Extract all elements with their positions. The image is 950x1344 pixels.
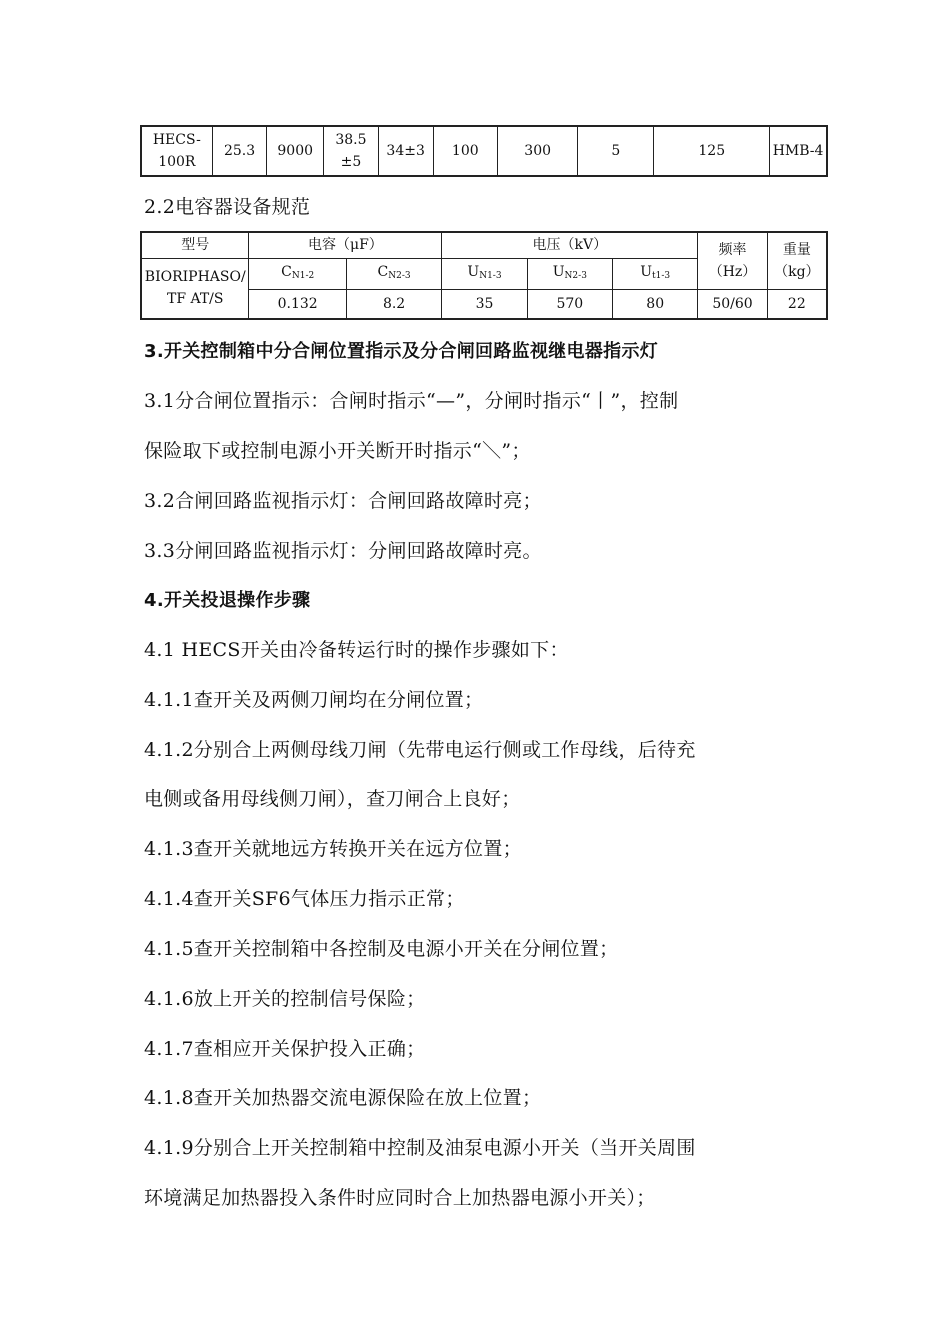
- table-cell: 22: [767, 289, 827, 319]
- cell-line: 重量: [782, 241, 811, 258]
- table-header-row: [141, 232, 827, 258]
- table-cell: 80: [613, 289, 698, 319]
- table-cell: [324, 126, 379, 176]
- table-cell: 570: [527, 289, 612, 319]
- table-cell: 35: [442, 289, 527, 319]
- cell-line: 38.5: [335, 132, 367, 148]
- cell-line: 100R: [158, 154, 196, 170]
- header-weight: [767, 232, 827, 289]
- subheader-cn12: $C_{N1-2}$: [249, 258, 346, 289]
- paragraph-line: 环境满足加热器投入条件时应同时合上加热器电源小开关）；: [144, 1187, 656, 1209]
- table-cell: 100: [433, 126, 497, 176]
- paragraph-line: 4.1.2分别合上两侧母线刀闸（先带电运行侧或工作母线，后待充: [144, 739, 696, 761]
- cell-line: TF AT/S: [166, 291, 224, 308]
- paragraph-line: 4.1.1查开关及两侧刀闸均在分闸位置；: [144, 689, 484, 711]
- table-cell: 300: [498, 126, 578, 176]
- table-cell: 50/60: [698, 289, 767, 319]
- model-cell: [141, 258, 249, 319]
- paragraph-line: 4.1.4查开关SF6气体压力指示正常；: [144, 888, 465, 910]
- cell-line: ±5: [340, 154, 362, 170]
- section-heading-2-2: 2.2电容器设备规范: [144, 196, 311, 218]
- paragraph-line: 3.3分闸回路监视指示灯：分闸回路故障时亮。: [144, 540, 542, 562]
- paragraph-line: 4.1.8查开关加热器交流电源保险在放上位置；: [144, 1087, 542, 1109]
- paragraph-line: 3.2合闸回路监视指示灯：合闸回路故障时亮；: [144, 490, 542, 512]
- cell-line: BIORIPHASO/: [144, 269, 246, 286]
- table-cell: 34±3: [378, 126, 433, 176]
- section-heading-4: 4.开关投退操作步骤: [144, 590, 311, 611]
- paragraph-line: 4.1.9分别合上开关控制箱中控制及油泵电源小开关（当开关周围: [144, 1137, 696, 1159]
- table-cell: [141, 126, 212, 176]
- paragraph-line: 3.1分合闸位置指示：合闸时指示“—”，分闸时指示“丨”，控制: [144, 390, 679, 412]
- paragraph-line: 4.1.5查开关控制箱中各控制及电源小开关在分闸位置；: [144, 938, 619, 960]
- subheader-un13: $U_{N1-3}$: [442, 258, 527, 289]
- capacitor-spec-table: [140, 231, 828, 320]
- subheader-un23: $U_{N2-3}$: [527, 258, 612, 289]
- cell-line: HECS-: [152, 132, 201, 148]
- header-model: 型号: [141, 232, 249, 258]
- table-row: [141, 126, 827, 176]
- header-capacitance: 电容（μF）: [249, 232, 442, 258]
- cell-line: （Hz）: [708, 263, 757, 280]
- paragraph-line: 4.1.7查相应开关保护投入正确；: [144, 1038, 426, 1060]
- header-voltage: 电压（kV）: [442, 232, 698, 258]
- paragraph-line: 保险取下或控制电源小开关断开时指示“＼”；: [144, 440, 531, 462]
- cell-line: （kg）: [774, 263, 820, 280]
- paragraph-line: 4.1 HECS开关由冷备转运行时的操作步骤如下：: [144, 639, 569, 661]
- table-cell: 5: [578, 126, 654, 176]
- subheader-ut13: $U_{t1-3}$: [613, 258, 698, 289]
- paragraph-line: 4.1.6放上开关的控制信号保险；: [144, 988, 426, 1010]
- cell-line: 频率: [718, 241, 747, 258]
- paragraph-line: 电侧或备用母线侧刀闸），查刀闸合上良好；: [144, 788, 521, 810]
- table-cell: 125: [654, 126, 770, 176]
- paragraph-line: 4.1.3查开关就地远方转换开关在远方位置；: [144, 838, 522, 860]
- table-cell: 9000: [267, 126, 324, 176]
- table-cell: 25.3: [212, 126, 267, 176]
- switch-spec-table-fragment: [140, 125, 828, 177]
- table-cell: 0.132: [249, 289, 346, 319]
- table-cell: 8.2: [346, 289, 441, 319]
- header-frequency: [698, 232, 767, 289]
- subheader-cn23: $C_{N2-3}$: [346, 258, 441, 289]
- table-cell: HMB-4: [770, 126, 827, 176]
- section-heading-3: 3.开关控制箱中分合闸位置指示及分合闸回路监视继电器指示灯: [144, 341, 659, 362]
